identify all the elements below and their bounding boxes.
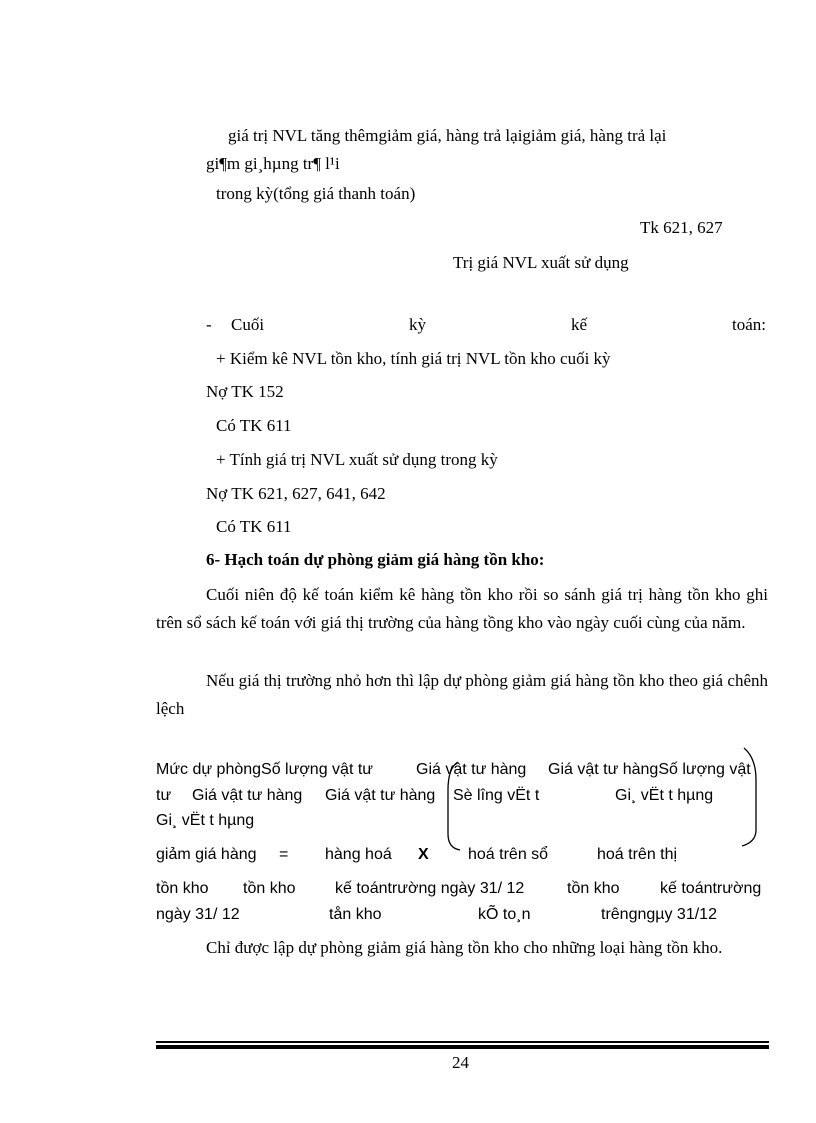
formula-hoa-tren-thi: hoá trên thị [597, 846, 678, 863]
text-line-during-period: trong kỳ(tổng giá thanh toán) [216, 184, 416, 203]
page-number: 24 [452, 1053, 469, 1072]
formula-gia-vat-tu-1: Giá vật tư hàng [416, 761, 527, 778]
formula-so-luong-garbled: Sè lîng vËt t [453, 787, 540, 804]
paragraph-market-price: Nếu giá thị trường nhỏ hơn thì lập dự phòng giảm giá hàng tồn kho theo giá chênh lệch [156, 671, 768, 718]
word-ke: kế [570, 315, 588, 334]
formula-equals: = [279, 846, 289, 863]
formula-hang-hoa: hàng hoá [325, 846, 392, 863]
text-line-garbled: gi¶m gi¸hµng tr¶ l¹i [206, 154, 340, 173]
entry-no-152: Nợ TK 152 [206, 382, 284, 401]
formula-ngay-31-12: ngày 31/ 12 [156, 906, 240, 923]
word-toan: toán: [731, 315, 766, 334]
section-heading: 6- Hạch toán dự phòng giảm giá hàng tồn kho: [206, 550, 545, 569]
bullet-dash: - [206, 315, 212, 334]
formula-ke-toan-1: kế toántrường ngày 31/ 12 [335, 880, 525, 897]
footer-rule-top [156, 1041, 769, 1043]
formula-muc-du-phong: Mức dự phòngSố lượng vật tư [156, 761, 373, 778]
paragraph-year-end: Cuối niên độ kế toán kiểm kê hàng tồn kho rồi so sánh giá trị hàng tồn kho ghi trên sổ sách kế toán với giá thị trường của hàng tồng kho vào ngày cuối cùng của năm. [156, 585, 768, 632]
heading-end-period [231, 315, 766, 335]
formula-garbled-truong: trêngngµy 31/12 [601, 906, 717, 923]
formula-garbled-ke-toan: kÕ to¸n [478, 906, 531, 923]
entry-co-611-a: Có TK 611 [216, 416, 292, 435]
footer-rule-bottom [156, 1045, 769, 1049]
formula-ton-kho-1: tồn kho [156, 880, 209, 897]
word-cuoi: Cuối [231, 315, 265, 334]
formula-gia-vat-tu-4: Giá vật tư hàng [325, 787, 436, 804]
formula-ton-kho-3: tồn kho [567, 880, 620, 897]
paragraph-closing: Chỉ được lập dự phòng giảm giá hàng tồn kho cho những loại hàng tồn kho. [206, 938, 723, 957]
text-line-increase: giá trị NVL tăng thêmgiảm giá, hàng trả lạigiảm giá, hàng trả lại [228, 126, 667, 145]
formula-multiply: X [418, 846, 429, 863]
formula-gia-garbled-1: Gi¸ vËt t hµng [615, 787, 714, 804]
formula-gia-vat-tu-3: Giá vật tư hàng [192, 787, 303, 804]
entry-co-611-b: Có TK 611 [216, 517, 292, 536]
entry-no-621: Nợ TK 621, 627, 641, 642 [206, 484, 386, 503]
item-tinh-gia-tri: + Tính giá trị NVL xuất sử dụng trong kỳ [216, 450, 498, 469]
text-tri-gia-xuat: Trị giá NVL xuất sử dụng [453, 253, 629, 272]
item-kiem-ke: + Kiểm kê NVL tồn kho, tính giá trị NVL tồn kho cuối kỳ [216, 349, 611, 368]
formula-gia-vat-tu-2: Giá vật tư hàngSố lượng vật [548, 761, 751, 778]
account-tk621: Tk 621, 627 [640, 218, 723, 237]
formula-ke-toan-2: kế toántrường [660, 880, 762, 897]
formula-giam-gia: giảm giá hàng [156, 846, 257, 863]
left-parenthesis-icon [446, 760, 462, 852]
right-parenthesis-icon [740, 746, 762, 852]
formula-tu: tư [156, 787, 172, 804]
word-ky: kỳ [409, 315, 427, 334]
formula-gia-garbled-2: Gi¸ vËt t hµng [156, 812, 255, 829]
formula-hoa-tren-so: hoá trên sổ [468, 846, 549, 863]
formula-garbled-ton-kho: tån kho [329, 906, 382, 923]
formula-ton-kho-2: tồn kho [243, 880, 296, 897]
